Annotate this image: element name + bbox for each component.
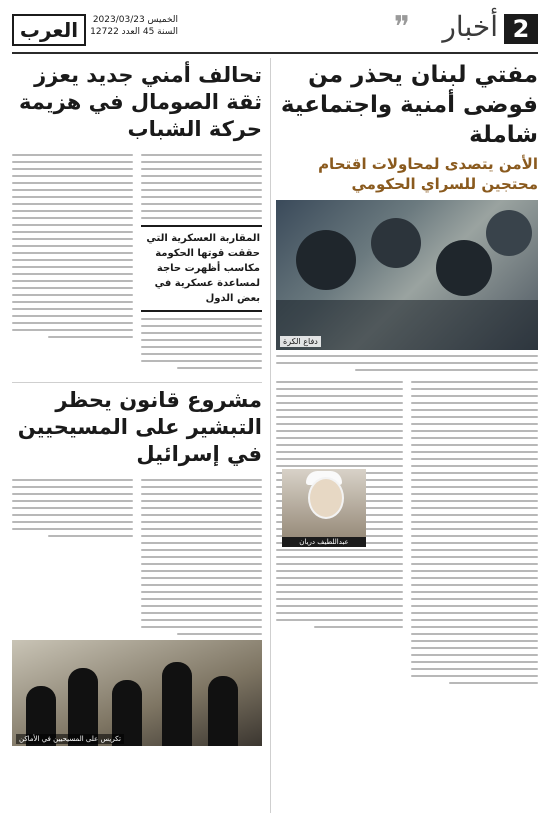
article-lead [276,355,538,371]
left-column [12,58,262,813]
portrait-caption: عبداللطيف دريان [282,537,366,547]
somalia-headline: تحالف أمني جديد يعزز ثقة الصومال في هزيمة حركة الشباب [18,63,262,141]
mufti-portrait [282,469,366,547]
issue-meta [88,14,178,38]
section-rule [12,382,262,383]
israel-col-left [12,474,133,640]
columns [12,58,538,813]
section-number: 2 [504,14,538,44]
pull-quote-box [141,225,262,312]
article-subheadline: الأمن يتصدى لمحاولات اقتحام محتجين للسراي الحكومي [318,155,538,193]
body-column-right [411,376,538,689]
somalia-body [12,149,262,374]
section-name: أخبار [442,10,498,43]
photo-caption: دفاع الكرة [280,336,321,347]
israel-headline: مشروع قانون يحظر التبشير على المسيحيين في إسرائيل [17,388,262,466]
article-body [276,376,538,689]
protest-photo [276,200,538,350]
israel-col-right [141,474,262,640]
clergy-photo-caption: تكريس على المسيحيين في الأماكن [16,734,124,744]
clergy-photo [12,640,262,746]
somalia-col-right [141,149,262,374]
column-divider [270,58,271,813]
date-line: الخميس 2023/03/23 [92,15,178,25]
somalia-col-left [12,149,133,374]
israel-body [12,474,262,640]
issue-line: السنة 45 العدد 12722 [90,27,178,37]
quote-mark-icon: ❞ [393,10,410,45]
pull-quote-text: المقاربة العسكرية التي حققت قوتها الحكومة مكاسب أظهرت حاجة لمساعدة عسكرية في بعض الدول [146,233,260,304]
lebanon-article [276,58,538,813]
newspaper-logo: العرب [12,14,86,46]
article-headline: مفتي لبنان يحذر من فوضى أمنية واجتماعية شاملة [280,62,538,148]
page-header [12,8,538,54]
body-column-left [276,376,403,689]
